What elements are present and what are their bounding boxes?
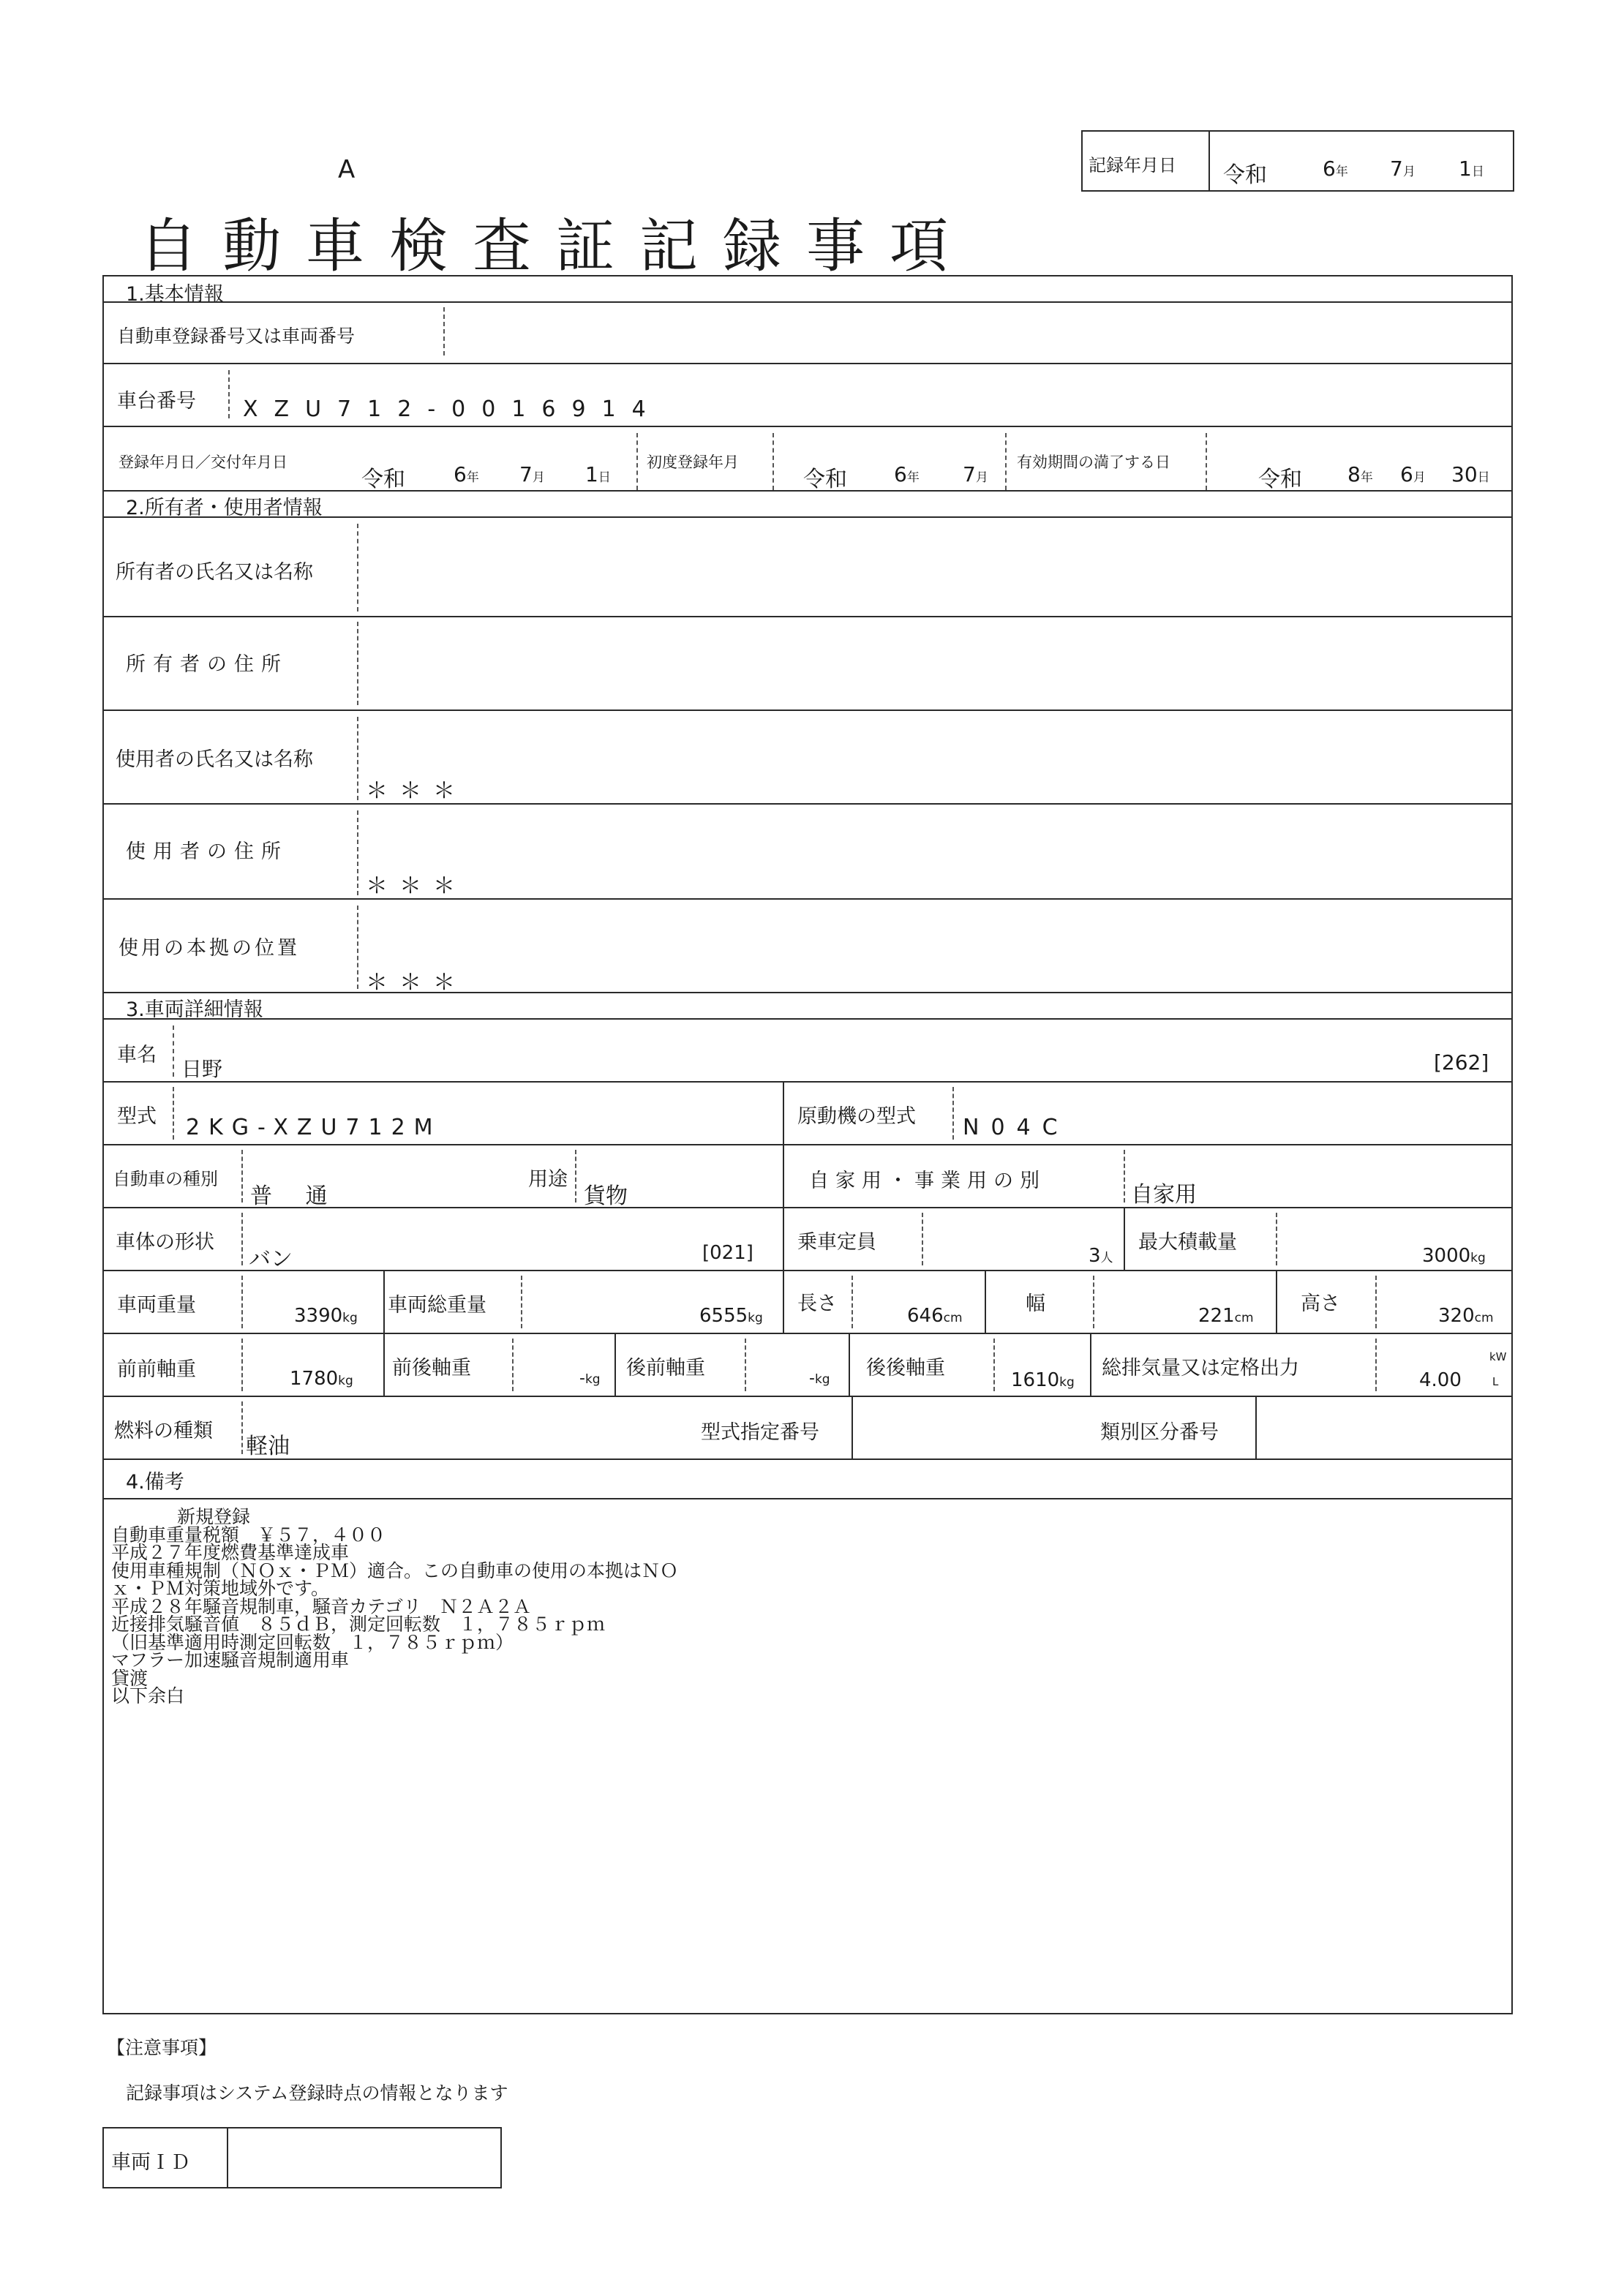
displacement-value: 4.00 <box>1419 1369 1462 1391</box>
first-reg-label: 初度登録年月 <box>647 453 739 471</box>
remark-line: マフラー加速騒音規制適用車 <box>111 1649 350 1671</box>
owner-address-label: 所有者の住所 <box>126 653 288 676</box>
record-date-label: 記録年月日 <box>1089 155 1176 176</box>
expiry-day: 30日 <box>1451 462 1490 486</box>
fr-axle-label: 前後軸重 <box>392 1357 471 1380</box>
user-name-value: ＊＊＊ <box>366 778 467 804</box>
ff-axle-value: 1780kg <box>290 1368 353 1390</box>
issue-date-label: 登録年月日／交付年月日 <box>119 453 287 471</box>
engine-value: N04C <box>963 1115 1069 1140</box>
width-value: 221cm <box>1198 1305 1254 1327</box>
height-label: 高さ <box>1301 1292 1340 1315</box>
chassis-label: 車台番号 <box>117 390 196 413</box>
width-label: 幅 <box>1026 1292 1045 1315</box>
body-label: 車体の形状 <box>116 1231 214 1254</box>
remark-line: 以下余白 <box>111 1685 185 1706</box>
private-business-label: 自家用・事業用の別 <box>809 1170 1046 1192</box>
reg-number-label: 自動車登録番号又は車両番号 <box>117 325 356 347</box>
rf-axle-label: 後前軸重 <box>626 1357 705 1380</box>
ff-axle-label: 前前軸重 <box>117 1358 196 1381</box>
remark-line: 近接排気騒音値 ８５ｄＢ，測定回転数 １，７８５ｒｐｍ <box>111 1614 606 1635</box>
fuel-value: 軽油 <box>246 1434 290 1459</box>
first-reg-month: 7月 <box>963 462 988 486</box>
rr-axle-value: 1610kg <box>1011 1369 1075 1391</box>
record-date-day: 1日 <box>1459 157 1484 181</box>
remark-line: 使用車種規制（ＮＯｘ・ＰＭ）適合。この自動車の使用の本拠はＮＯ <box>111 1559 679 1581</box>
max-load-value: 3000kg <box>1422 1245 1486 1267</box>
usage-value: 貨物 <box>584 1183 628 1209</box>
car-name-code: [262] <box>1434 1050 1489 1074</box>
first-reg-year: 6年 <box>894 462 920 486</box>
remark-line: 新規登録 <box>177 1506 251 1527</box>
displacement-unit-top: kW <box>1489 1350 1507 1363</box>
expiry-month: 6月 <box>1400 462 1426 486</box>
rr-axle-label: 後後軸重 <box>866 1357 945 1380</box>
model-label: 型式 <box>117 1105 157 1128</box>
record-date-month: 7月 <box>1390 157 1416 181</box>
body-value: バン <box>249 1246 293 1272</box>
height-value: 320cm <box>1438 1305 1494 1327</box>
body-code: [021] <box>702 1242 753 1264</box>
chassis-value: XZU712-0016914 <box>243 396 662 422</box>
expiry-year: 8年 <box>1347 462 1373 486</box>
remark-line: ｘ・ＰＭ対策地域外です。 <box>111 1578 330 1599</box>
fuel-label: 燃料の種類 <box>114 1420 213 1442</box>
weight-label: 車両重量 <box>117 1294 196 1317</box>
base-location-label: 使用の本拠の位置 <box>119 937 300 960</box>
displacement-unit-bottom: L <box>1492 1375 1499 1388</box>
document-title: 自動車検査証記録事項 <box>139 212 973 280</box>
car-name-label: 車名 <box>117 1044 157 1066</box>
record-date-era: 令和 <box>1223 162 1267 188</box>
expiry-label: 有効期間の満了する日 <box>1017 453 1170 471</box>
max-load-label: 最大積載量 <box>1138 1231 1237 1254</box>
user-address-value: ＊＊＊ <box>366 873 467 899</box>
type-designation-label: 型式指定番号 <box>701 1421 819 1444</box>
notice-heading: 【注意事項】 <box>107 2037 217 2058</box>
remark-line: 平成２８年騒音規制車，騒音カテゴリ Ｎ２Ａ２Ａ <box>111 1595 532 1617</box>
weight-value: 3390kg <box>294 1305 358 1327</box>
private-business-value: 自家用 <box>1131 1182 1197 1208</box>
remark-line: 貸渡 <box>111 1667 149 1689</box>
owner-name-label: 所有者の氏名又は名称 <box>116 561 313 584</box>
category-value: 普 通 <box>250 1183 341 1209</box>
section2-heading: 2.所有者・使用者情報 <box>126 497 323 519</box>
capacity-value: 3人 <box>1089 1245 1113 1267</box>
model-value: 2KG-XZU712M <box>186 1115 442 1140</box>
user-name-label: 使用者の氏名又は名称 <box>116 748 313 771</box>
gross-label: 車両総重量 <box>388 1294 486 1317</box>
displacement-label: 総排気量又は定格出力 <box>1102 1357 1299 1380</box>
car-name-value: 日野 <box>181 1057 223 1081</box>
user-address-label: 使用者の住所 <box>126 840 288 863</box>
issue-date-month: 7月 <box>519 462 545 486</box>
section3-heading: 3.車両詳細情報 <box>126 998 263 1021</box>
length-label: 長さ <box>797 1292 837 1315</box>
remark-line: 自動車重量税額 ￥５７，４００ <box>111 1524 386 1546</box>
record-date-year: 6年 <box>1323 157 1348 181</box>
issue-date-era: 令和 <box>361 467 405 492</box>
version-mark: A <box>338 155 356 184</box>
first-reg-era: 令和 <box>803 467 847 492</box>
section1-heading: 1.基本情報 <box>126 283 224 306</box>
fr-axle-value: -kg <box>579 1369 601 1388</box>
usage-label: 用途 <box>528 1168 568 1191</box>
category-label: 自動車の種別 <box>113 1169 218 1189</box>
remark-line: 平成２７年度燃費基準達成車 <box>111 1542 350 1563</box>
engine-label: 原動機の型式 <box>797 1105 916 1128</box>
vehicle-id-label: 車両ＩＤ <box>111 2151 190 2174</box>
notice-text: 記録事項はシステム登録時点の情報となります <box>126 2082 508 2104</box>
expiry-era: 令和 <box>1258 467 1302 492</box>
remarks-list <box>111 1508 678 1706</box>
issue-date-year: 6年 <box>454 462 479 486</box>
issue-date-day: 1日 <box>585 462 611 486</box>
length-value: 646cm <box>907 1305 963 1327</box>
remark-line: （旧基準適用時測定回転数 １，７８５ｒｐｍ） <box>111 1631 514 1653</box>
section4-heading: 4.備考 <box>126 1471 184 1494</box>
gross-value: 6555kg <box>699 1305 763 1327</box>
capacity-label: 乗車定員 <box>797 1231 876 1254</box>
rf-axle-value: -kg <box>809 1369 830 1388</box>
base-location-value: ＊＊＊ <box>366 970 467 995</box>
class-label: 類別区分番号 <box>1100 1421 1219 1444</box>
